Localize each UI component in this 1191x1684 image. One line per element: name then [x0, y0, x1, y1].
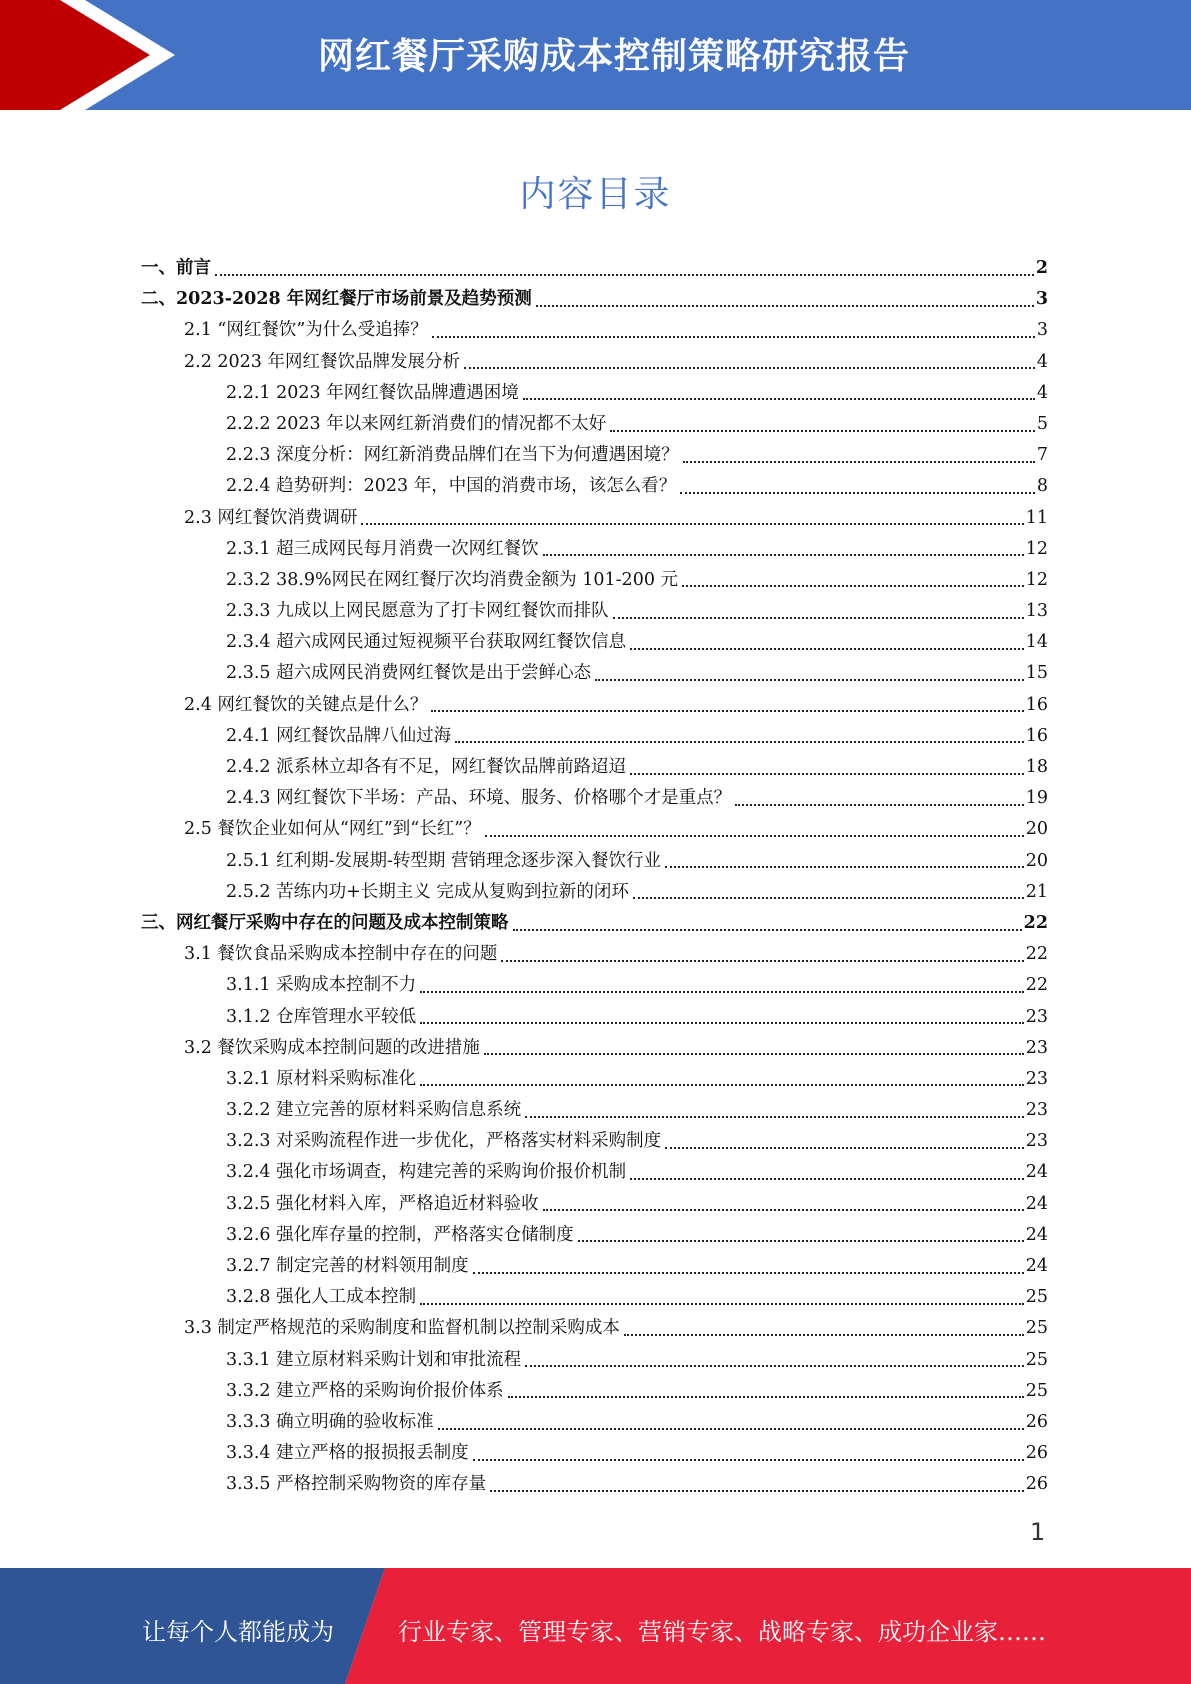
toc-entry[interactable] [141, 1282, 1048, 1313]
toc-entry[interactable] [141, 1251, 1048, 1282]
toc-dot-leader [630, 771, 1024, 775]
toc-entry-page: 24 [1025, 1224, 1048, 1245]
toc-entry-title: 2.4.1 网红餐饮品牌八仙过海 [226, 725, 452, 746]
toc-entry-page: 23 [1025, 1006, 1048, 1027]
toc-entry[interactable] [141, 627, 1048, 658]
toc-entry[interactable] [141, 565, 1048, 596]
toc-entry-title: 3.2 餐饮采购成本控制问题的改进措施 [184, 1037, 480, 1058]
toc-entry[interactable] [141, 471, 1048, 502]
toc-entry-title: 2.2.4 趋势研判：2023 年，中国的消费市场，该怎么看？ [226, 476, 677, 497]
toc-entry[interactable] [141, 534, 1048, 565]
toc-entry-title: 2.1 “网红餐饮”为什么受追捧？ [184, 320, 428, 341]
toc-dot-leader [420, 1020, 1024, 1024]
toc-entry[interactable] [141, 1469, 1048, 1500]
toc-entry-page: 8 [1036, 476, 1048, 497]
toc-entry-page: 5 [1036, 413, 1048, 434]
toc-entry-title: 3.2.4 强化市场调查，构建完善的采购询价报价机制 [226, 1162, 627, 1183]
toc-dot-leader [484, 1051, 1024, 1055]
toc-entry-title: 3.2.3 对采购流程作进一步优化，严格落实材料采购制度 [226, 1131, 662, 1152]
toc-dot-leader [431, 708, 1023, 712]
toc-entry-page: 14 [1025, 632, 1048, 653]
toc-entry-page: 20 [1025, 819, 1048, 840]
toc-entry[interactable] [141, 877, 1048, 908]
toc-entry[interactable] [141, 814, 1048, 845]
toc-entry[interactable] [141, 378, 1048, 409]
toc-entry-page: 26 [1025, 1474, 1048, 1495]
toc-entry-title: 2.5 餐饮企业如何从“网红”到“长红”？ [184, 819, 481, 840]
toc-entry-title: 二、2023-2028 年网红餐厅市场前景及趋势预测 [141, 289, 532, 310]
toc-entry-page: 11 [1025, 507, 1048, 528]
toc-entry-title: 3.2.2 建立完善的原材料采购信息系统 [226, 1100, 522, 1121]
toc-dot-leader [455, 739, 1024, 743]
toc-entry[interactable] [141, 440, 1048, 471]
toc-dot-leader [633, 895, 1024, 899]
toc-entry-page: 12 [1025, 569, 1048, 590]
toc-entry-page: 21 [1025, 881, 1048, 902]
toc-entry-page: 25 [1025, 1349, 1048, 1370]
toc-entry-page: 25 [1025, 1318, 1048, 1339]
toc-entry[interactable] [141, 970, 1048, 1001]
toc-dot-leader [682, 583, 1024, 587]
toc-entry[interactable] [141, 1189, 1048, 1220]
toc-entry-page: 23 [1025, 1068, 1048, 1089]
toc-entry[interactable] [141, 315, 1048, 346]
toc-dot-leader [680, 490, 1035, 494]
toc-entry-page: 24 [1025, 1162, 1048, 1183]
toc-entry-title: 一、前言 [141, 258, 211, 278]
toc-entry[interactable] [141, 1345, 1048, 1376]
toc-entry-page: 22 [1023, 912, 1048, 933]
toc-entry-title: 3.3.5 严格控制采购物资的库存量 [226, 1474, 487, 1495]
header-banner [0, 0, 1191, 110]
toc-heading: 内容目录 [519, 174, 672, 215]
toc-entry-page: 18 [1025, 757, 1048, 777]
toc-entry-title: 3.2.8 强化人工成本控制 [226, 1287, 417, 1308]
toc-entry-page: 16 [1025, 725, 1048, 746]
toc-entry-page: 19 [1025, 788, 1048, 809]
toc-entry[interactable] [141, 1157, 1048, 1188]
toc-entry[interactable] [141, 908, 1048, 939]
toc-entry-page: 4 [1036, 382, 1048, 403]
toc-entry-title: 2.3 网红餐饮消费调研 [184, 507, 358, 528]
toc-entry[interactable] [141, 690, 1048, 721]
toc-entry-title: 3.1.2 仓库管理水平较低 [226, 1006, 417, 1027]
toc-entry-title: 2.3.4 超六成网民通过短视频平台获取网红餐饮信息 [226, 632, 627, 653]
toc-entry-page: 12 [1025, 538, 1048, 559]
toc-entry[interactable] [141, 284, 1048, 315]
toc-entry[interactable] [141, 658, 1048, 689]
toc-entry-page: 24 [1025, 1193, 1048, 1214]
toc-dot-leader [578, 1238, 1024, 1242]
toc-entry-title: 3.2.5 强化材料入库，严格追近材料验收 [226, 1193, 539, 1214]
toc-entry[interactable] [141, 846, 1048, 877]
toc-entry-page: 16 [1025, 694, 1048, 715]
toc-dot-leader [420, 1301, 1024, 1305]
toc-entry-title: 2.3.1 超三成网民每月消费一次网红餐饮 [226, 538, 539, 559]
toc-dot-leader [543, 1207, 1024, 1211]
toc-entry-page: 26 [1025, 1443, 1048, 1464]
toc-entry-title: 2.2.1 2023 年网红餐饮品牌遭遇困境 [226, 382, 519, 403]
toc-entry-title: 3.3.4 建立严格的报损报丢制度 [226, 1443, 469, 1464]
toc-dot-leader [464, 365, 1035, 369]
toc-dot-leader [610, 428, 1035, 432]
toc-entry[interactable] [141, 596, 1048, 627]
toc-entry-title: 3.3.2 建立严格的采购询价报价体系 [226, 1380, 504, 1401]
footer-slogan-right: 行业专家、管理专家、营销专家、战略专家、成功企业家…… [398, 1618, 1046, 1646]
toc-entry[interactable] [141, 721, 1048, 752]
toc-dot-leader [525, 1363, 1024, 1367]
toc-entry-page: 25 [1025, 1287, 1048, 1308]
toc-dot-leader [485, 833, 1024, 837]
toc-entry[interactable] [141, 752, 1048, 783]
toc-entry-title: 2.2 2023 年网红餐饮品牌发展分析 [184, 351, 460, 372]
toc-dot-leader [630, 1176, 1024, 1180]
toc-entry-page: 23 [1025, 1131, 1048, 1152]
toc-dot-leader [683, 459, 1035, 463]
toc-entry-title: 三、网红餐厅采购中存在的问题及成本控制策略 [141, 912, 509, 933]
toc-entry-page: 26 [1025, 1411, 1048, 1432]
toc-entry[interactable] [141, 1064, 1048, 1095]
page-number: 1 [1030, 1518, 1046, 1546]
toc-dot-leader [523, 396, 1035, 400]
toc-dot-leader [473, 1270, 1024, 1274]
toc-entry-title: 3.1.1 采购成本控制不力 [226, 975, 417, 996]
toc-dot-leader [473, 1457, 1024, 1461]
toc-entry-title: 2.5.1 红利期-发展期-转型期 营销理念逐步深入餐饮行业 [226, 850, 661, 871]
toc-entry-page: 15 [1025, 663, 1048, 684]
toc-entry-page: 20 [1025, 850, 1048, 871]
toc-dot-leader [420, 989, 1024, 993]
toc-entry-page: 4 [1036, 351, 1048, 372]
toc-entry[interactable] [141, 1407, 1048, 1438]
toc-entry-title: 2.3.3 九成以上网民愿意为了打卡网红餐饮而排队 [226, 601, 609, 622]
toc-entry[interactable] [141, 409, 1048, 440]
toc-entry-title: 2.3.5 超六成网民消费网红餐饮是出于尝鲜心态 [226, 663, 592, 684]
toc-entry-title: 2.4.3 网红餐饮下半场：产品、环境、服务、价格哪个才是重点？ [226, 788, 732, 809]
toc-entry[interactable] [141, 253, 1048, 284]
toc-dot-leader [501, 958, 1023, 962]
toc-entry-page: 24 [1025, 1256, 1048, 1276]
toc-entry[interactable] [141, 1095, 1048, 1126]
toc-entry-page: 25 [1025, 1380, 1048, 1401]
footer-slogan-left: 让每个人都能成为 [142, 1618, 334, 1646]
toc-dot-leader [513, 927, 1022, 931]
toc-entry-page: 23 [1025, 1100, 1048, 1121]
toc-dot-leader [432, 334, 1035, 338]
toc-entry-title: 2.4.2 派系林立却各有不足，网红餐饮品牌前路迢迢 [226, 757, 627, 777]
toc-entry-title: 3.2.6 强化库存量的控制，严格落实仓储制度 [226, 1224, 574, 1245]
toc-dot-leader [361, 521, 1023, 525]
footer-banner [0, 1568, 1191, 1684]
toc-entry-title: 2.5.2 苦练内功+长期主义 完成从复购到拉新的闭环 [226, 881, 629, 902]
toc-dot-leader [665, 1145, 1024, 1149]
toc-entry-title: 3.2.7 制定完善的材料领用制度 [226, 1256, 469, 1276]
toc-entry-page: 7 [1036, 445, 1048, 466]
toc-entry[interactable] [141, 1126, 1048, 1157]
toc-dot-leader [624, 1332, 1024, 1336]
toc-dot-leader [215, 272, 1034, 276]
toc-entry[interactable] [141, 1313, 1048, 1344]
toc-entry-title: 2.2.2 2023 年以来网红新消费们的情况都不太好 [226, 413, 607, 434]
toc-entry[interactable] [141, 347, 1048, 378]
toc-dot-leader [630, 646, 1024, 650]
toc-entry[interactable] [141, 1376, 1048, 1407]
toc-entry[interactable] [141, 503, 1048, 534]
toc-entry-page: 22 [1025, 975, 1048, 996]
toc-entry-title: 2.3.2 38.9%网民在网红餐厅次均消费金额为 101-200 元 [226, 569, 679, 590]
toc-entry-title: 2.4 网红餐饮的关键点是什么？ [184, 694, 428, 715]
toc-entry-page: 3 [1036, 320, 1048, 341]
toc-entry-page: 22 [1025, 944, 1048, 965]
toc-dot-leader [438, 1426, 1024, 1430]
toc-entry[interactable] [141, 1220, 1048, 1251]
toc-entry-title: 3.2.1 原材料采购标准化 [226, 1068, 417, 1089]
table-of-contents [141, 253, 1048, 1501]
report-title: 网红餐厅采购成本控制策略研究报告 [318, 36, 911, 77]
toc-entry-page: 13 [1025, 601, 1048, 622]
toc-entry[interactable] [141, 1033, 1048, 1064]
toc-entry-page: 23 [1025, 1037, 1048, 1058]
toc-dot-leader [595, 677, 1024, 681]
toc-entry-title: 3.1 餐饮食品采购成本控制中存在的问题 [184, 944, 498, 965]
toc-dot-leader [508, 1394, 1024, 1398]
toc-entry-title: 2.2.3 深度分析：网红新消费品牌们在当下为何遭遇困境？ [226, 445, 679, 466]
toc-entry[interactable] [141, 1438, 1048, 1469]
toc-entry-page: 3 [1035, 289, 1048, 310]
toc-entry[interactable] [141, 1002, 1048, 1033]
toc-dot-leader [525, 1114, 1024, 1118]
toc-dot-leader [490, 1488, 1024, 1492]
toc-dot-leader [536, 303, 1034, 307]
toc-entry-title: 3.3.3 确立明确的验收标准 [226, 1411, 434, 1432]
toc-entry[interactable] [141, 783, 1048, 814]
toc-entry-title: 3.3 制定严格规范的采购制度和监督机制以控制采购成本 [184, 1318, 620, 1339]
toc-dot-leader [665, 864, 1024, 868]
toc-dot-leader [420, 1082, 1024, 1086]
toc-dot-leader [543, 552, 1024, 556]
toc-dot-leader [613, 615, 1024, 619]
toc-entry-page: 2 [1035, 258, 1048, 278]
toc-dot-leader [735, 802, 1024, 806]
toc-entry[interactable] [141, 939, 1048, 970]
toc-entry-title: 3.3.1 建立原材料采购计划和审批流程 [226, 1349, 522, 1370]
